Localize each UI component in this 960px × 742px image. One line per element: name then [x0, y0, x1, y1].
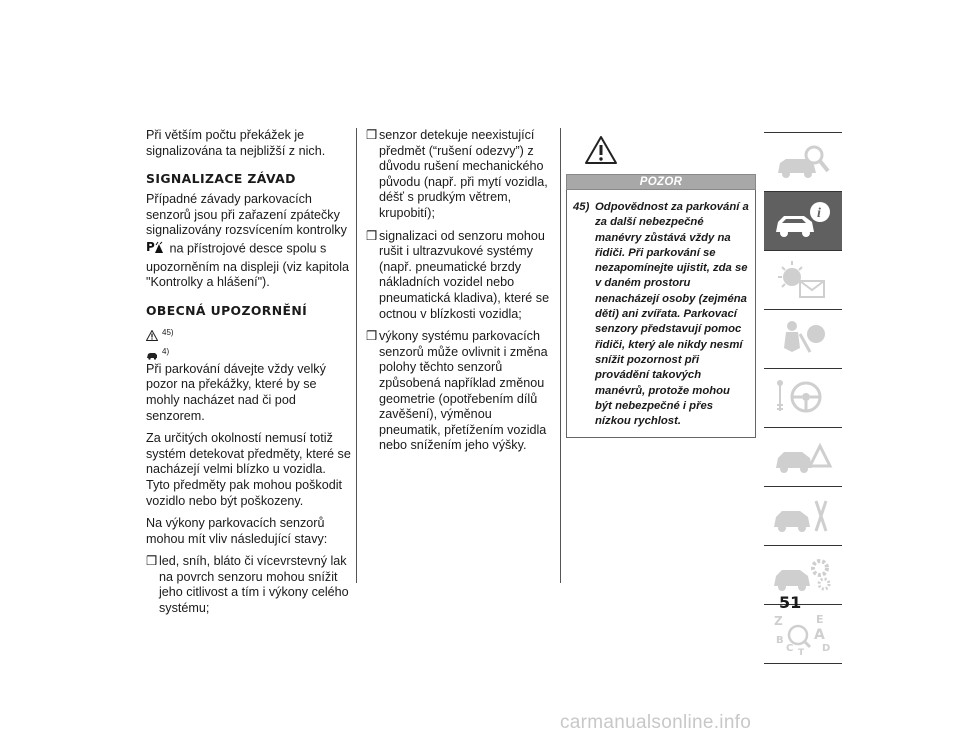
column-divider: [356, 128, 357, 583]
car-wrench-icon: [770, 493, 836, 539]
warning-box: [566, 135, 756, 438]
index-letter: Z: [774, 614, 783, 628]
bullet-marker-icon: ❒: [146, 554, 158, 569]
warning-light-envelope-icon: [770, 257, 836, 303]
fault-paragraph: [146, 192, 351, 291]
paragraph-conditions: Na výkony parkovacích senzorů mohou mít vliv následující stavy:: [146, 516, 328, 546]
page-number: 51: [779, 593, 802, 612]
index-letter: D: [822, 643, 831, 654]
list-item: ❒ výkony systému parkovacích senzorů může ovlivnit i změna polohy těchto senzorů způsobená například změnou geometrie (opotřebením dílů zavěšení), výměnou pneumatik, přetížením vozidla nebo snížením jeho výšky.: [366, 329, 548, 453]
heading-fault-signalling: SIGNALIZACE ZÁVAD: [146, 171, 296, 187]
list-item: ❒ signalizaci od senzoru mohou rušit i ultrazvukové systémy (např. pneumatické brzdy nákladních vozidel nebo pneumatická kladiva), které se octnou v blízkosti vozidla;: [366, 228, 550, 321]
steering-wheel-key-icon: [770, 375, 836, 421]
alphabet-index-icon: [770, 611, 836, 657]
paragraph-detection: Za určitých okolností nemusí totiž systém detekovat předměty, které se nacházejí velmi blízko u vozidla. Tyto předměty pak mohou poškodit vozidlo nebo být poškozeny.: [146, 431, 351, 508]
middle-column: [366, 128, 554, 461]
conditions-list: [146, 554, 351, 616]
car-warning-triangle-icon: [770, 434, 836, 480]
warning-body: [566, 190, 756, 438]
parking-sensor-warning-light-icon: [146, 239, 166, 260]
conditions-list-continued: [366, 128, 554, 454]
list-item: ❒ led, sníh, bláto či vícevrstevný lak na povrch senzoru mohou snížit jeho citlivost a tím i výkony celého systému;: [146, 554, 349, 616]
bullet-marker-icon: ❒: [366, 128, 378, 142]
chapter-tabs: [764, 132, 842, 664]
fault-text-before: Případné závady parkovacích senzorů jsou při zařazení zpátečky signalizovány rozsvícením kontrolky: [146, 192, 347, 238]
intro-paragraph: Při větším počtu překážek je signalizována ta nejbližší z nich.: [146, 128, 326, 158]
index-letter: E: [816, 613, 824, 626]
warning-triangle-small-icon: [146, 330, 158, 341]
tab-car-magnifier[interactable]: [764, 132, 842, 191]
tab-index[interactable]: [764, 604, 842, 664]
left-column: [146, 128, 351, 624]
tab-starting-driving[interactable]: [764, 368, 842, 427]
tab-maintenance[interactable]: [764, 486, 842, 545]
tab-safety[interactable]: [764, 309, 842, 368]
list-item: ❒ senzor detekuje neexistující předmět (“rušení odezvy”) z důvodu rušení mechanického původu (např. při mytí vozidla, déšť s prudkým větrem, krupobití);: [366, 128, 548, 220]
paragraph-obstacles: Při parkování dávejte vždy velký pozor na překážky, které by se mohly nacházet nad či pod senzorem.: [146, 361, 326, 423]
heading-general-warnings: OBECNÁ UPOZORNĚNÍ: [146, 302, 308, 318]
bullet-marker-icon: ❒: [366, 228, 378, 243]
caution-ref-4: [146, 343, 351, 360]
watermark: carmanualsonline.info: [560, 712, 752, 733]
warning-ref-label: 45): [162, 328, 174, 338]
tab-warning-lights[interactable]: [764, 250, 842, 309]
tab-car-info[interactable]: [764, 191, 842, 250]
index-letter: T: [798, 648, 805, 657]
tab-technical-data[interactable]: [764, 545, 842, 604]
caution-car-icon: [146, 349, 158, 360]
index-letter: B: [776, 635, 784, 646]
warning-title: POZOR: [566, 174, 756, 190]
column-divider: [560, 128, 561, 583]
index-letter: A: [814, 627, 825, 643]
car-magnifier-icon: [770, 139, 836, 185]
fault-text-after: na přístrojové desce spolu s upozorněním na displeji (viz kapitola "Kontrolky a hlášení").: [146, 241, 350, 290]
svg-text:P: P: [146, 239, 155, 254]
car-info-icon: [770, 198, 836, 244]
bullet-marker-icon: ❒: [366, 329, 378, 344]
warning-triangle-icon: [584, 135, 756, 170]
car-gears-icon: [770, 552, 836, 598]
warning-number: 45): [573, 201, 590, 213]
warning-text: Odpovědnost za parkování a za další nebezpečné manévry zůstává vždy na řidiči. Při parkování se nezapomínejte ujistit, zda se v daném prostoru nenacházejí osoby (zejména děti) ani zvířata. Parkovací senzory představují pomoc řidiči, který ale nikdy nesmí snížit pozornost při provádění takových manévrů, protože mohou být nebezpečné i přes nízkou rychlost.: [595, 201, 749, 428]
svg-text:i: i: [817, 206, 821, 221]
seat-person-airbag-icon: [770, 316, 836, 362]
caution-ref-label: 4): [162, 347, 170, 357]
index-letter: C: [786, 643, 794, 654]
tab-emergency[interactable]: [764, 427, 842, 486]
warning-ref-45: [146, 324, 351, 341]
